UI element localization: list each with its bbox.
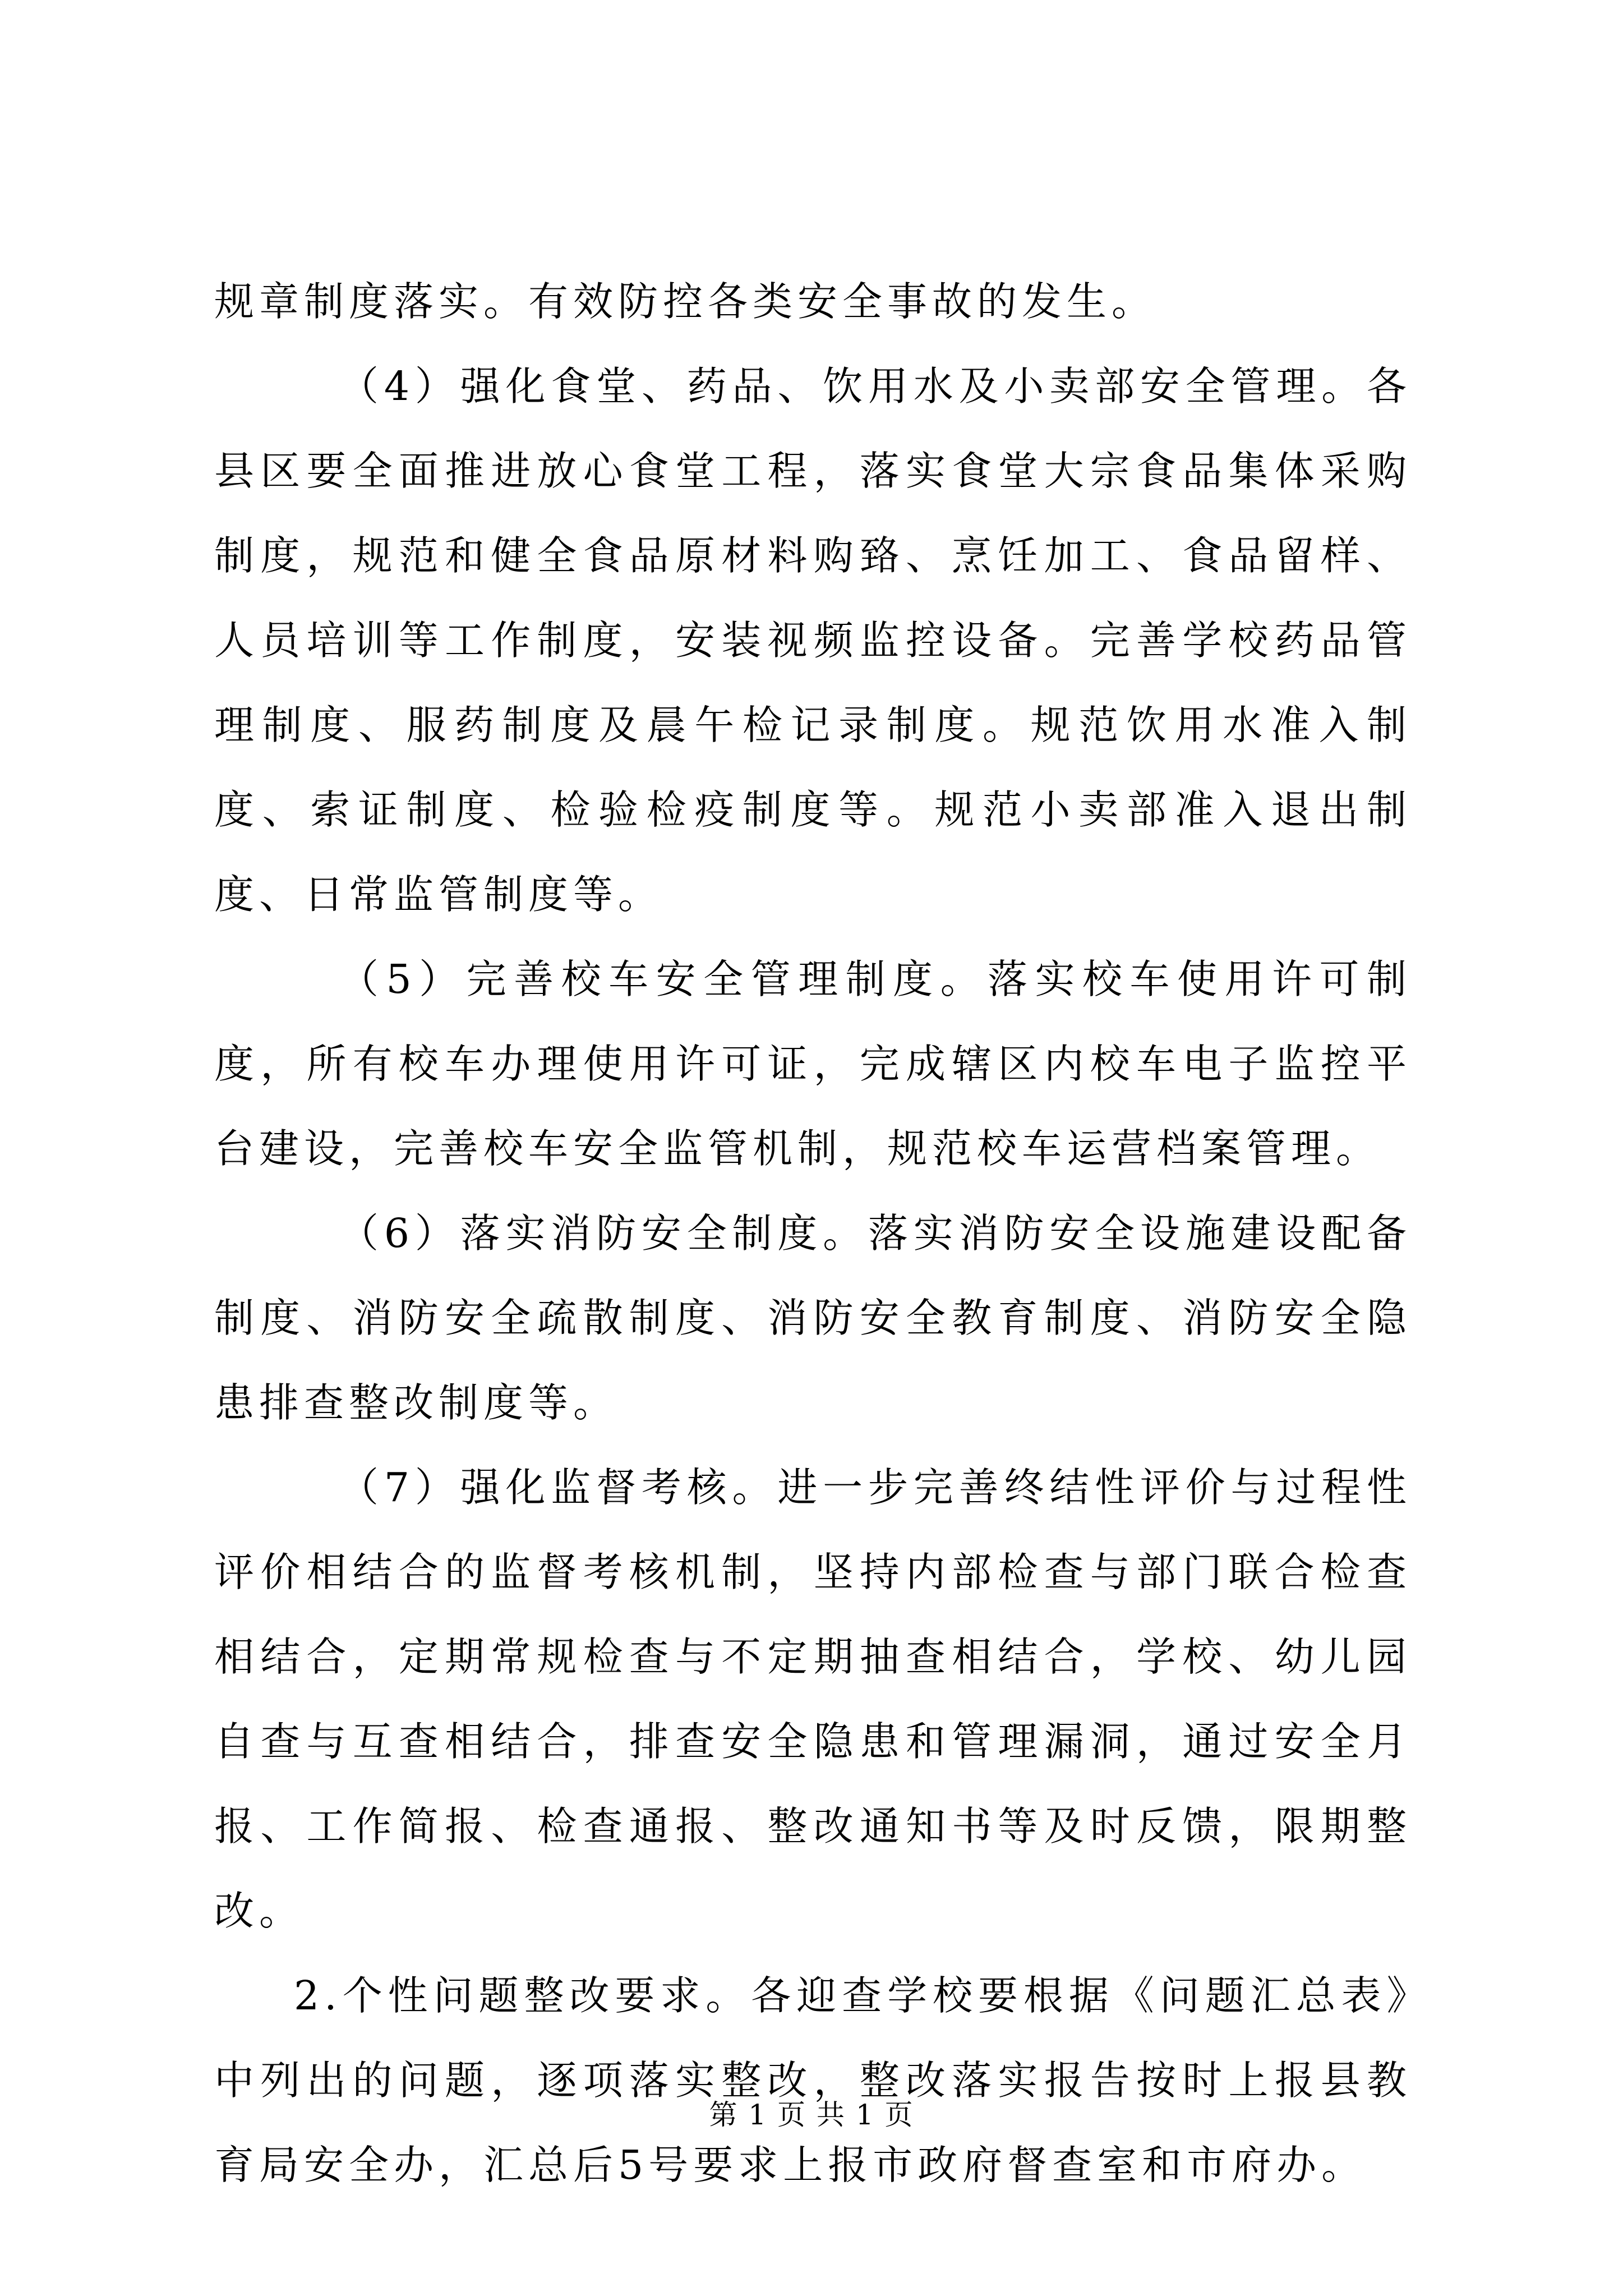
paragraph-item-6-fire-safety: （6）落实消防安全制度。落实消防安全设施建设配备制度、消防安全疏散制度、消防安全教育制度、消防安全隐患排查整改制度等。 bbox=[214, 1210, 1412, 1426]
paragraph-item-5-school-bus-safety: （5）完善校车安全管理制度。落实校车使用许可制度，所有校车办理使用许可证，完成辖区内校车电子监控平台建设，完善校车安全监管机制，规范校车运营档案管理。 bbox=[214, 956, 1412, 1172]
paragraph-continuation: 规章制度落实。有效防控各类安全事故的发生。 bbox=[214, 278, 1157, 325]
paragraph-item-7-supervision: （7）强化监督考核。进一步完善终结性评价与过程性评价相结合的监督考核机制，坚持内部检查与部门联合检查相结合，定期常规检查与不定期抽查相结合，学校、幼儿园自查与互查相结合，排查安全隐患和管理漏洞，通过安全月报、工作简报、检查通报、整改通知书等及时反馈，限期整改。 bbox=[214, 1464, 1412, 1934]
paragraph-item-4-canteen-safety: （4）强化食堂、药品、饮用水及小卖部安全管理。各县区要全面推进放心食堂工程，落实食堂大宗食品集体采购制度，规范和健全食品原材料购臵、烹饪加工、食品留样、人员培训等工作制度，安装视频监控设备。完善学校药品管理制度、服药制度及晨午检记录制度。规范饮用水准入制度、索证制度、检验检疫制度等。规范小卖部准入退出制度、日常监管制度等。 bbox=[214, 363, 1412, 918]
paragraph-section-2-individual-issues: 2.个性问题整改要求。各迎查学校要根据《问题汇总表》中列出的问题，逐项落实整改，整改落实报告按时上报县教育局安全办，汇总后5号要求上报市政府督查室和市府办。 bbox=[214, 1972, 1412, 2188]
body-text bbox=[214, 259, 1412, 2207]
page-footer: 第 1 页 共 1 页 bbox=[709, 2099, 914, 2131]
